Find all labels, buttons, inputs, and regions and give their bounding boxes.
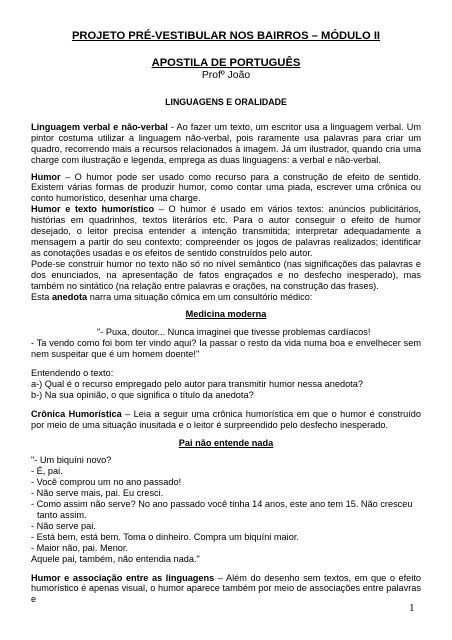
page-number: 1 — [409, 602, 415, 614]
paragraph-verbal — [31, 122, 421, 166]
term-cronica: Crônica Humorística — [31, 408, 122, 419]
professor-name: Profº João — [201, 70, 251, 81]
text-cronica: – Leia a seguir uma crônica humorística em que o humor é construído por meio de uma situação inusitada e o leitor é surpreendido pelo desfecho inesperado. — [31, 408, 422, 430]
paragraph-humor-texto — [31, 204, 421, 259]
anecdote-line-2: - Ta vendo como foi bom ter vindo aqui? Ia passar o resto da vida numa boa e envelhecer sem nem suspeitar que é um homem doente!" — [31, 338, 421, 360]
anedota-pre: Esta — [31, 291, 52, 302]
story-line: - Maior não, pai. Menor. — [31, 542, 129, 553]
paragraph-humor — [31, 172, 421, 205]
story-dialog — [31, 455, 421, 564]
anedota-post: narra uma situação cômica em um consultório médico: — [87, 291, 313, 302]
anecdote-line-1: "- Puxa, doutor... Nunca imaginei que tivesse problemas cardíacos! — [97, 327, 371, 338]
story-line: - Você comprou um no ano passado! — [31, 477, 182, 488]
paragraph-cronica — [31, 409, 421, 431]
story-title: Pai não entende nada — [178, 437, 274, 448]
document-page — [31, 30, 421, 605]
story-line: - É, pai. — [31, 466, 63, 477]
text-humor-texto: – O humor é usado em vários textos: anúncios publicitários, histórias em quadrinhos, textos literários etc. Para o autor conseguir o efeito de humor desejado, o leitor precisa entender a intenção transmitida; interpretar adequadamente a mensagem a partir do seu contexto; compreender os jogos de palavras realizados; identificar as conotações usadas e os efeitos de sentido construídos pelo autor. — [31, 204, 421, 258]
text-associacao: – Além do desenho sem textos, em que o efeito humorístico é apenas visual, o humor aparece também por meio de associações entre palavras e — [31, 572, 421, 605]
story-line: Aquele pai, também, não entendia nada." — [31, 553, 200, 564]
paragraph-construir: Pode-se construir humor no texto não só no nível semântico (nas significações das palavras e dos enunciados, na apresentação de fatos engraçados e no desfecho inesperado), mas também no sintático (na relação entre palavras e orações, na construção das frases). — [31, 258, 421, 291]
term-humor: Humor — [31, 171, 61, 182]
question-b: b-) Na sua opinião, o que significa o título da anedota? — [31, 389, 254, 400]
text-humor: – O humor pode ser usado como recurso para a construção de efeito de sentido. Existem várias formas de produzir humor, como contar uma piada, escrever uma crônica ou conto humorístico, desenhar uma charge. — [31, 171, 421, 204]
anecdote-title: Medicina moderna — [185, 309, 267, 320]
story-line: "- Um biquíni novo? — [31, 455, 112, 466]
story-line: - Está bem, está bem. Toma o dinheiro. Compra um biquíni maior. — [31, 531, 299, 542]
term-humor-texto: Humor e texto humorístico — [31, 204, 155, 215]
story-line: - Não serve pai. — [31, 520, 96, 531]
questions-intro: Entendendo o texto: — [31, 368, 114, 379]
paragraph-associacao — [31, 573, 421, 606]
question-a: a-) Qual é o recurso empregado pelo autor para transmitir humor nessa anedota? — [31, 378, 363, 389]
term-verbal: Linguagem verbal e não-verbal — [31, 121, 168, 132]
story-line: - Não serve mais, pai. Eu cresci. — [31, 488, 164, 499]
term-associacao: Humor e associação entre as linguagens — [31, 572, 215, 583]
anedota-bold: anedota — [51, 291, 88, 302]
story-line: - Como assim não serve? No ano passado você tinha 14 anos, este ano tem 15. Não cresceu tanto assim. — [31, 499, 413, 520]
text-verbal: - Ao fazer um texto, um escritor usa a linguagem verbal. Um pintor costuma utilizar a linguagem não-verbal, pois raramente usa palavras para criar um quadro, recorrendo mais a recursos relacionados à imagem. Já um ilustrador, quando cria uma charge com ilustração e legenda, emprega as duas linguagens: a verbal e não-verbal. — [31, 121, 421, 165]
section-heading: LINGUAGENS E ORALIDADE — [165, 97, 287, 107]
document-subtitle: APOSTILA DE PORTUGUÊS — [151, 57, 301, 69]
paragraph-anedota — [31, 292, 421, 303]
document-title: PROJETO PRÉ-VESTIBULAR NOS BAIRROS – MÓDULO II — [71, 30, 381, 42]
